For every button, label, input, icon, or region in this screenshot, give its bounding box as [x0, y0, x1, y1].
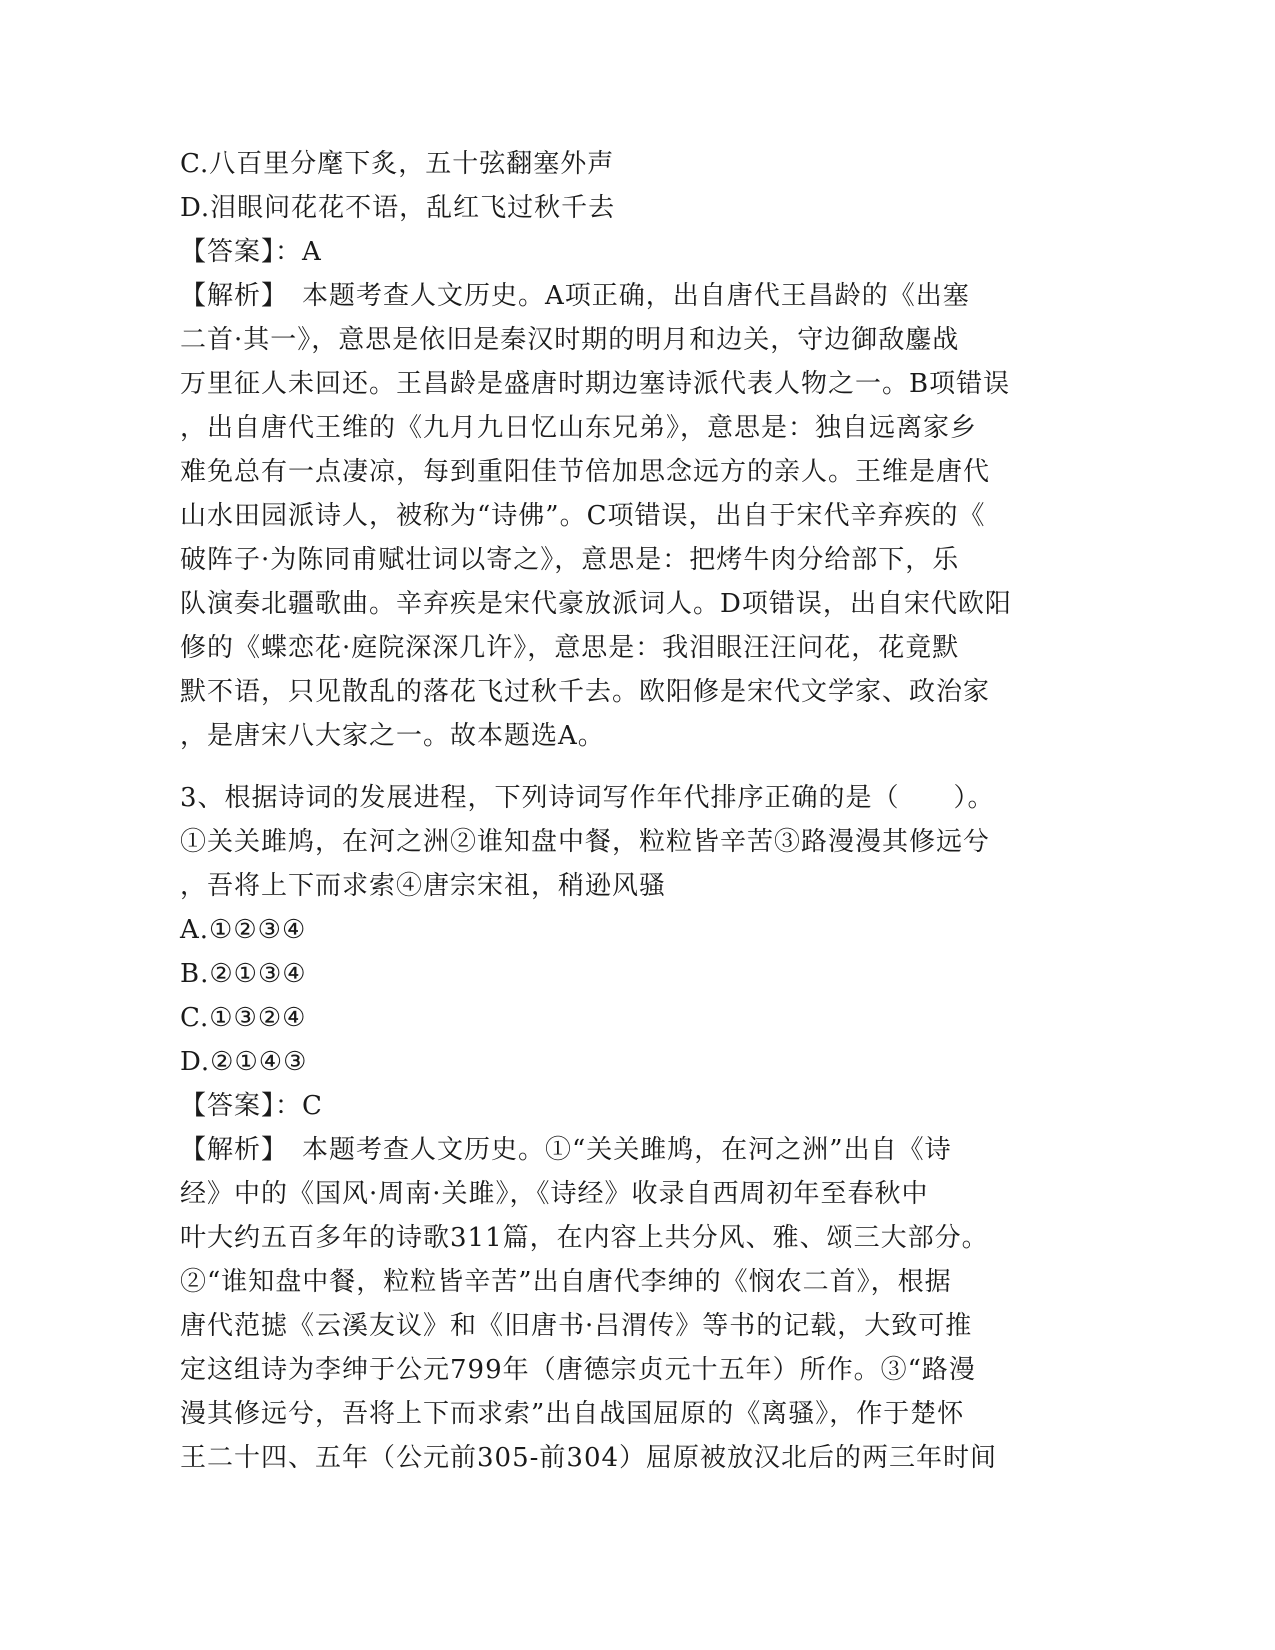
- option-c: C.①③②④: [180, 1003, 307, 1033]
- analysis-line: 【解析】 本题考查人文历史。A项正确，出自唐代王昌龄的《出塞: [180, 281, 970, 311]
- analysis-line: 山水田园派诗人，被称为“诗佛”。C项错误，出自于宋代辛弃疾的《: [180, 501, 986, 531]
- question-stem: 3、根据诗词的发展进程，下列诗词写作年代排序正确的是（ ）。: [180, 783, 995, 813]
- analysis-line: 【解析】 本题考查人文历史。①“关关雎鸠，在河之洲”出自《诗: [180, 1135, 952, 1165]
- analysis-line: 队演奏北疆歌曲。辛弃疾是宋代豪放派词人。D项错误，出自宋代欧阳: [180, 589, 1012, 619]
- option-d: D.②①④③: [180, 1047, 308, 1077]
- answer-line: 【答案】：C: [180, 1091, 323, 1121]
- analysis-line: 二首·其一》，意思是依旧是秦汉时期的明月和边关，守边御敌鏖战: [180, 325, 960, 355]
- option-b: B.②①③④: [180, 959, 307, 989]
- option-c: C.八百里分麾下炙，五十弦翻塞外声: [180, 149, 615, 179]
- analysis-line: 叶大约五百多年的诗歌311篇，在内容上共分风、雅、颂三大部分。: [180, 1223, 989, 1253]
- analysis-line: 漫其修远兮，吾将上下而求索”出自战国屈原的《离骚》，作于楚怀: [180, 1399, 965, 1429]
- analysis-line: 定这组诗为李绅于公元799年（唐德宗贞元十五年）所作。③“路漫: [180, 1355, 976, 1385]
- question-2-tail: [180, 142, 1060, 758]
- document-page: [180, 142, 1060, 1480]
- analysis-line: 唐代范摅《云溪友议》和《旧唐书·吕渭传》等书的记载，大致可推: [180, 1311, 973, 1341]
- analysis-line: 王二十四、五年（公元前305-前304）屈原被放汉北后的两三年时间: [180, 1443, 998, 1473]
- option-d: D.泪眼问花花不语，乱红飞过秋千去: [180, 193, 616, 223]
- analysis-line: 修的《蝶恋花·庭院深深几许》，意思是：我泪眼汪汪问花，花竟默: [180, 633, 960, 663]
- analysis-line: 破阵子·为陈同甫赋壮词以寄之》，意思是：把烤牛肉分给部下，乐: [180, 545, 960, 575]
- analysis-line: 默不语，只见散乱的落花飞过秋千去。欧阳修是宋代文学家、政治家: [180, 677, 991, 707]
- answer-line: 【答案】：A: [180, 237, 322, 267]
- option-a: A.①②③④: [180, 915, 307, 945]
- question-3: [180, 776, 1060, 1480]
- analysis-line: ，是唐宋八大家之一。故本题选A。: [180, 721, 605, 751]
- analysis-line: 经》中的《国风·周南·关雎》，《诗经》收录自西周初年至春秋中: [180, 1179, 929, 1209]
- analysis-line: 难免总有一点凄凉，每到重阳佳节倍加思念远方的亲人。王维是唐代: [180, 457, 991, 487]
- section-gap: [180, 758, 1060, 776]
- analysis-line: 万里征人未回还。王昌龄是盛唐时期边塞诗派代表人物之一。B项错误: [180, 369, 1011, 399]
- analysis-line: ②“谁知盘中餐，粒粒皆辛苦”出自唐代李绅的《悯农二首》，根据: [180, 1267, 952, 1297]
- question-stem: ①关关雎鸠，在河之洲②谁知盘中餐，粒粒皆辛苦③路漫漫其修远兮: [180, 827, 991, 857]
- question-stem: ，吾将上下而求索④唐宗宋祖，稍逊风骚: [180, 871, 667, 901]
- analysis-line: ，出自唐代王维的《九月九日忆山东兄弟》，意思是：独自远离家乡: [180, 413, 978, 443]
